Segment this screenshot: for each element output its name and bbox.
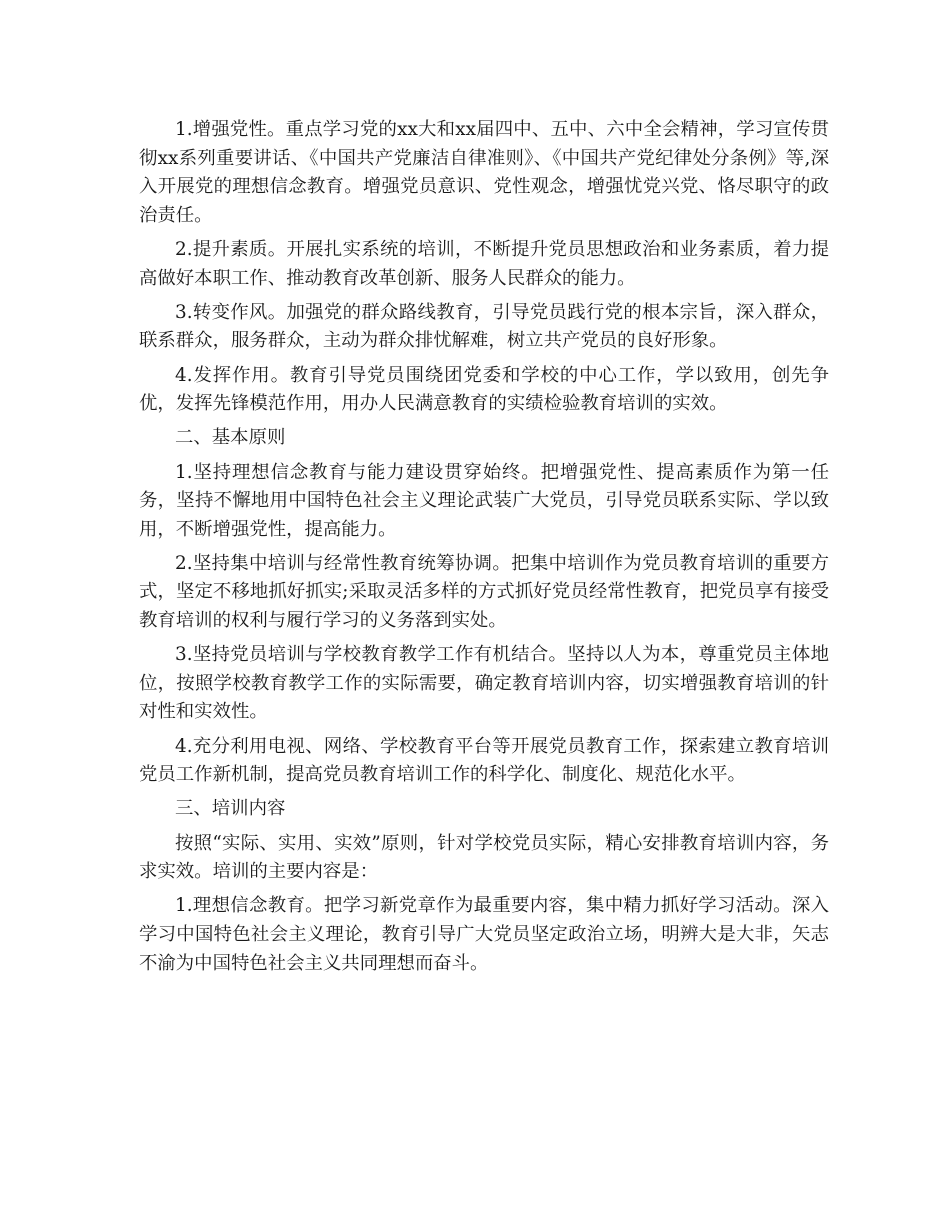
paragraph-play-role: 4.发挥作用。教育引导党员围绕团党委和学校的中心工作，学以致用，创先争优，发挥先锋模范作用，用办人民满意教育的实绩检验教育培训的实效。 xyxy=(139,364,829,415)
paragraph-ideal-belief-education: 1.理想信念教育。把学习新党章作为最重要内容，集中精力抓好学习活动。深入学习中国特色社会主义理论，教育引导广大党员坚定政治立场，明辨大是大非，矢志不渝为中国特色社会主义共同理想而奋斗。 xyxy=(139,895,829,974)
paragraph-principle-4: 4.充分利用电视、网络、学校教育平台等开展党员教育工作，探索建立教育培训党员工作新机制，提高党员教育培训工作的科学化、制度化、规范化水平。 xyxy=(139,735,829,786)
section-heading-basic-principles: 二、基本原则 xyxy=(175,427,286,449)
paragraph-strengthen-party-spirit: 1.增强党性。重点学习党的xx大和xx届四中、五中、六中全会精神，学习宣传贯彻xx系列重要讲话、《中国共产党廉洁自律准则》、《中国共产党纪律处分条例》等,深入开展党的理想信念教育。增强党员意识、党性观念，增强忧党兴党、恪尽职守的政治责任。 xyxy=(139,119,829,226)
paragraph-change-style: 3.转变作风。加强党的群众路线教育，引导党员践行党的根本宗旨，深入群众，联系群众，服务群众，主动为群众排忧解难，树立共产党员的良好形象。 xyxy=(139,301,829,352)
section-heading-training-content: 三、培训内容 xyxy=(175,798,286,820)
paragraph-principle-2: 2.坚持集中培训与经常性教育统筹协调。把集中培训作为党员教育培训的重要方式，坚定不移地抓好抓实;采取灵活多样的方式抓好党员经常性教育，把党员享有接受教育培训的权利与履行学习的义务落到实处。 xyxy=(139,552,829,632)
document-body xyxy=(139,116,829,984)
paragraph-principle-1: 1.坚持理想信念教育与能力建设贯穿始终。把增强党性、提高素质作为第一任务，坚持不懈地用中国特色社会主义理论武装广大党员，引导党员联系实际、学以致用，不断增强党性，提高能力。 xyxy=(139,461,829,540)
paragraph-improve-quality: 2.提升素质。开展扎实系统的培训，不断提升党员思想政治和业务素质，着力提高做好本职工作、推动教育改革创新、服务人民群众的能力。 xyxy=(139,238,829,289)
paragraph-principle-3: 3.坚持党员培训与学校教育教学工作有机结合。坚持以人为本，尊重党员主体地位，按照学校教育教学工作的实际需要，确定教育培训内容，切实增强教育培训的针对性和实效性。 xyxy=(139,644,829,723)
paragraph-training-intro: 按照“实际、实用、实效”原则，针对学校党员实际，精心安排教育培训内容，务求实效。培训的主要内容是： xyxy=(139,832,829,883)
